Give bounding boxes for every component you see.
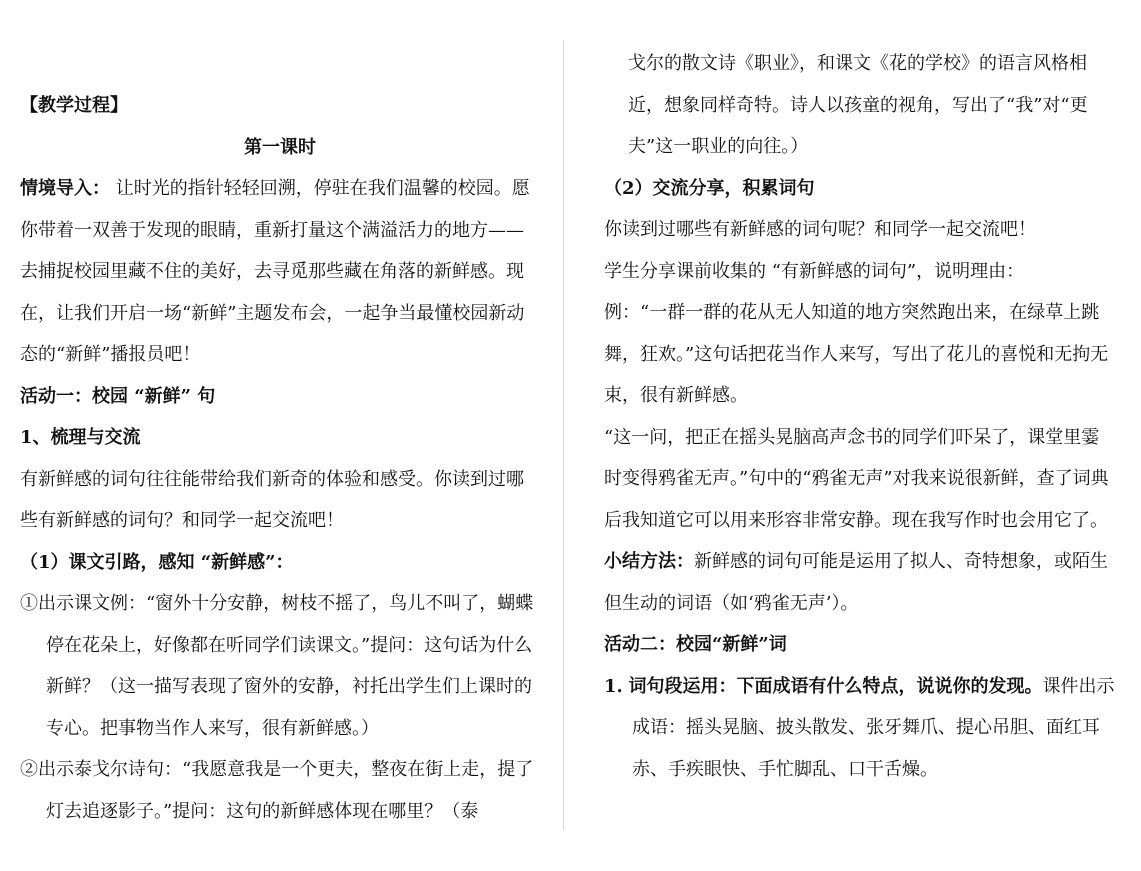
example-sentence-1: 例：“一群一群的花从无人知道的地方突然跑出来，在绿草上跳舞，狂欢。”这句话把花当作人来写，写出了花儿的喜悦和无拘无束，很有新鲜感。 — [604, 302, 1109, 406]
activity2-heading: 活动二：校园“新鲜”词 — [604, 634, 787, 655]
example-sentence-2: “这一问，把正在摇头晃脑高声念书的同学们吓呆了，课堂里霎时变得鸦雀无声。”句中的“鸦雀无声”对我来说很新鲜，查了词典后我知道它可以用来形容非常安静。现在我写作时也会用它了。 — [604, 426, 1109, 531]
example-item-2: ②出示泰戈尔诗句：“我愿意我是一个更夫，整夜在街上走，提了灯去追逐影子。”提问：这句的新鲜感体现在哪里？（泰 — [20, 759, 534, 822]
activity1-heading: 活动一：校园 “新鲜” 句 — [20, 385, 216, 407]
word-usage-prompt: 词句段运用：下面成语有什么特点，说说你的发现。 — [628, 675, 1043, 697]
part1-heading: （1）课文引路，感知 “新鲜感”： — [20, 551, 294, 573]
summary-label: 小结方法： — [604, 551, 694, 572]
intro-label: 情境导入： — [20, 178, 110, 199]
column-divider — [563, 40, 564, 830]
summary-text: 新鲜感的词句可能是运用了拟人、奇特想象，或陌生但生动的词语（如‘鸦雀无声’）。 — [604, 551, 1108, 614]
item2-continuation: 戈尔的散文诗《职业》，和课文《花的学校》的语言风格相近，想象同样奇特。诗人以孩童的视角，写出了“我”对“更夫”这一职业的向往。） — [628, 53, 1088, 157]
intro-text: 让时光的指针轻轻回溯，停驻在我们温馨的校园。愿你带着一双善于发现的眼睛，重新打量这个满溢活力的地方——去捕捉校园里藏不住的美好，去寻觅那些藏在角落的新鲜感。现在，让我们开启一场“新鲜”主题发布会，一起争当最懂校园新动态的“新鲜”播报员吧！ — [20, 178, 530, 365]
example-item-1: ①出示课文例：“窗外十分安静，树枝不摇了，鸟儿不叫了，蝴蝶停在花朵上，好像都在听同学们读课文。”提问：这句话为什么新鲜？（这一描写表现了窗外的安静，衬托出学生们上课时的专心。把事物当作人来写，很有新鲜感。） — [20, 593, 534, 739]
word-usage-item — [604, 666, 1116, 791]
sub1-text: 有新鲜感的词句往往能带给我们新奇的体验和感受。你读到过哪些有新鲜感的词句？和同学一起交流吧！ — [20, 468, 524, 531]
left-column — [20, 85, 540, 832]
sub1-heading: 1、梳理与交流 — [20, 427, 141, 448]
intro-paragraph — [20, 168, 540, 376]
right-column — [604, 43, 1116, 790]
word-usage-idioms: 课件出示成语：摇头晃脑、披头散发、张牙舞爪、提心吊胆、面红耳赤、手疾眼快、手忙脚乱、口干舌燥。 — [632, 675, 1115, 780]
section-heading: 【教学过程】 — [20, 95, 128, 116]
part2-question: 你读到过哪些有新鲜感的词句呢？和同学一起交流吧！ — [604, 219, 1036, 240]
summary-paragraph — [604, 541, 1116, 624]
part2-share: 学生分享课前收集的 “有新鲜感的词句”，说明理由： — [604, 260, 1025, 282]
word-usage-number: 1. — [604, 675, 623, 697]
lesson-title: 第一课时 — [244, 136, 316, 158]
part2-heading: （2）交流分享，积累词句 — [604, 177, 815, 199]
